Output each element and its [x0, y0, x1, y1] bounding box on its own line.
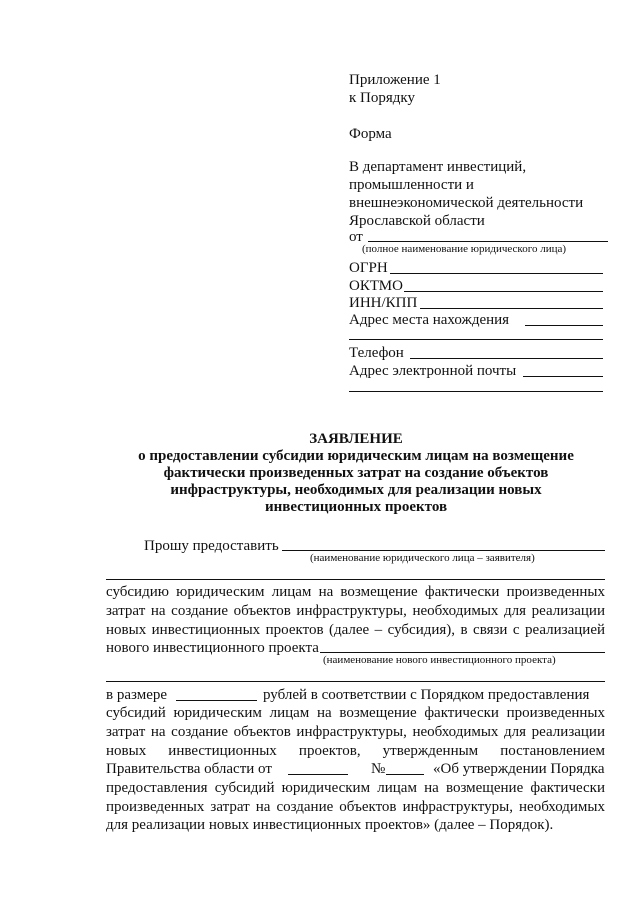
title-line-3: инфраструктуры, необходимых для реализации новых	[170, 482, 542, 498]
from-label: от	[349, 229, 363, 245]
email-field-line[interactable]	[523, 376, 603, 377]
document-title: ЗАЯВЛЕНИЕ	[309, 431, 403, 447]
applicant-name-hint: (наименование юридического лица – заявителя)	[310, 552, 535, 564]
paragraph-2-line-7: произведенных затрат на создание объектов инфраструктуры, необходимых	[106, 799, 605, 815]
appendix-label: Приложение 1	[349, 72, 441, 88]
paragraph-1-line-2: затрат на создание объектов инфраструктуры, необходимых для реализации	[106, 603, 605, 619]
paragraph-1-line-4: нового инвестиционного проекта	[106, 640, 319, 656]
title-line-1: о предоставлении субсидии юридическим лицам на возмещение	[138, 448, 574, 464]
oktmo-field-line[interactable]	[404, 291, 603, 292]
phone-label: Телефон	[349, 345, 404, 361]
applicant-name-field-line[interactable]	[282, 550, 605, 551]
request-label: Прошу предоставить	[144, 538, 279, 554]
recipient-line-4: Ярославской области	[349, 213, 485, 229]
ogrn-field-line[interactable]	[390, 273, 603, 274]
email-label: Адрес электронной почты	[349, 363, 517, 379]
paragraph-2-line-4: новых инвестиционных проектов, утвержденным постановлением	[106, 743, 605, 759]
paragraph-2-line-8: для реализации новых инвестиционных проектов» (далее – Порядок).	[106, 817, 554, 833]
inn-field-line[interactable]	[420, 308, 603, 309]
paragraph-2-line-5-end: «Об утверждении Порядка	[433, 761, 605, 777]
paragraph-2-line-1-start: в размере	[106, 687, 168, 703]
paragraph-2-line-2: субсидий юридическим лицам на возмещение фактически произведенных	[106, 705, 605, 721]
project-name-field-line-2[interactable]	[106, 681, 605, 682]
address-field-line[interactable]	[525, 325, 603, 326]
applicant-name-field-line-2[interactable]	[106, 579, 605, 580]
paragraph-2-line-5-start: Правительства области от	[106, 761, 272, 777]
address-field-line-2[interactable]	[349, 339, 603, 340]
project-name-hint: (наименование нового инвестиционного проекта)	[323, 654, 556, 666]
amount-field-line[interactable]	[176, 700, 257, 701]
paragraph-1-line-1: субсидию юридическим лицам на возмещение фактически произведенных	[106, 584, 605, 600]
from-hint: (полное наименование юридического лица)	[362, 243, 567, 255]
to-order-label: к Порядку	[349, 90, 415, 106]
number-sign: №	[371, 761, 386, 777]
recipient-line-2: промышленности и	[349, 177, 474, 193]
title-line-4: инвестиционных проектов	[264, 499, 448, 515]
ogrn-label: ОГРН	[349, 260, 388, 276]
paragraph-1-line-3: новых инвестиционных проектов (далее – субсидия), в связи с реализацией	[106, 622, 605, 638]
paragraph-2-line-3: затрат на создание объектов инфраструктуры, необходимых для реализации	[106, 724, 605, 740]
form-label: Форма	[349, 126, 392, 142]
phone-field-line[interactable]	[410, 358, 603, 359]
title-line-2: фактически произведенных затрат на создание объектов	[163, 465, 549, 481]
oktmo-label: ОКТМО	[349, 278, 403, 294]
inn-label: ИНН/КПП	[349, 295, 418, 311]
address-label: Адрес места нахождения	[349, 312, 510, 328]
recipient-line-1: В департамент инвестиций,	[349, 159, 527, 175]
decree-number-field-line[interactable]	[386, 774, 424, 775]
decree-date-field-line[interactable]	[288, 774, 348, 775]
paragraph-2-line-1-end: рублей в соответствии с Порядком предоставления	[263, 687, 590, 703]
paragraph-2-line-6: предоставления субсидий юридическим лицам на возмещение фактически	[106, 780, 605, 796]
recipient-line-3: внешнеэкономической деятельности	[349, 195, 584, 211]
project-name-field-line[interactable]	[320, 652, 605, 653]
email-field-line-2[interactable]	[349, 391, 603, 392]
from-field-line[interactable]	[368, 241, 608, 242]
